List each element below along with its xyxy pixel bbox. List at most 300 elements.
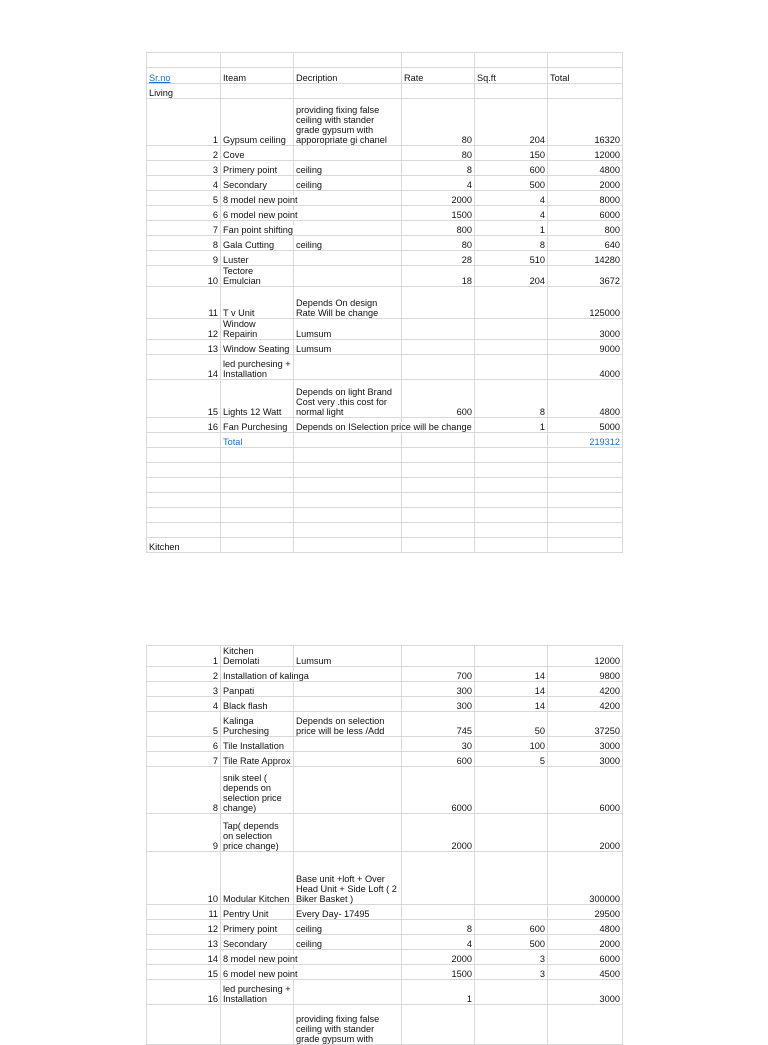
sqft-cell[interactable]: 150 [475,146,548,161]
total-cell[interactable]: 125000 [548,287,623,319]
section-label-living[interactable]: Living [147,84,221,99]
table-row [147,712,623,737]
total-cell[interactable]: 6000 [548,767,623,814]
total-cell[interactable]: 16320 [548,99,623,146]
description-cell[interactable]: ceiling [294,176,402,191]
table-row [147,935,623,950]
sr-no-cell[interactable]: 8 [147,767,221,814]
sqft-cell[interactable] [475,814,548,852]
description-cell[interactable] [294,146,402,161]
total-cell[interactable]: 37250 [548,712,623,737]
empty-cell[interactable] [402,523,475,538]
rate-cell[interactable]: 1 [402,980,475,1005]
total-cell[interactable]: 29500 [548,905,623,920]
rate-cell[interactable]: 6000 [402,767,475,814]
description-cell[interactable]: providing fixing false ceiling with stander grade gypsum with apporopriate gi chanel [294,99,402,146]
rate-cell[interactable]: 2000 [402,950,475,965]
sqft-cell[interactable]: 14 [475,667,548,682]
item-cell[interactable]: Luster [221,251,294,266]
sr-no-cell[interactable]: 1 [147,99,221,146]
item-cell[interactable]: Fan Purchesing [221,418,294,433]
total-cell[interactable]: 2000 [548,814,623,852]
sqft-cell[interactable]: 8 [475,380,548,418]
empty-cell[interactable] [294,493,402,508]
empty-cell[interactable] [294,84,402,99]
empty-row [147,448,623,463]
sqft-cell[interactable] [475,980,548,1005]
empty-cell[interactable] [548,463,623,478]
empty-cell[interactable] [402,493,475,508]
rate-cell[interactable] [402,646,475,667]
sqft-cell[interactable]: 1 [475,418,548,433]
empty-cell[interactable] [147,448,221,463]
description-cell[interactable]: ceiling [294,920,402,935]
sqft-cell[interactable]: 600 [475,920,548,935]
description-cell[interactable]: Lumsum [294,340,402,355]
table-row [147,965,623,980]
item-cell[interactable]: Secondary [221,176,294,191]
sr-no-cell[interactable]: 4 [147,176,221,191]
sqft-cell[interactable]: 510 [475,251,548,266]
sr-no-cell[interactable]: 12 [147,920,221,935]
description-cell[interactable]: ceiling [294,935,402,950]
table-row [147,752,623,767]
empty-cell[interactable] [147,493,221,508]
sqft-cell[interactable]: 1 [475,221,548,236]
empty-cell[interactable] [475,53,548,68]
empty-cell[interactable] [147,433,221,448]
item-cell[interactable]: Kalinga Purchesing [221,712,294,737]
description-cell[interactable]: Depends on light Brand Cost very .this cost for normal light [294,380,402,418]
section-label-row [147,538,623,553]
total-cell[interactable]: 2000 [548,935,623,950]
table-row [147,737,623,752]
empty-cell[interactable] [221,448,294,463]
sr-no-cell[interactable]: 13 [147,935,221,950]
sr-no-cell[interactable]: 14 [147,950,221,965]
rate-cell[interactable] [402,1005,475,1045]
rate-cell[interactable]: 1500 [402,206,475,221]
sr-no-cell[interactable]: 5 [147,191,221,206]
item-cell[interactable]: Panpati [221,682,294,697]
item-cell[interactable] [221,206,298,221]
rate-cell[interactable]: 600 [402,380,475,418]
total-cell[interactable]: 3000 [548,980,623,1005]
sqft-cell[interactable] [475,355,548,380]
total-cell[interactable]: 4000 [548,355,623,380]
empty-cell[interactable] [548,84,623,99]
living-estimate-table [146,52,623,553]
empty-cell[interactable] [402,463,475,478]
empty-cell[interactable] [294,508,402,523]
header-srno[interactable] [147,68,221,84]
sqft-cell[interactable] [475,646,548,667]
description-cell[interactable] [294,697,402,712]
item-cell[interactable]: Cove [221,146,294,161]
item-cell[interactable]: Modular Kitchen [221,852,294,905]
empty-cell[interactable] [221,508,294,523]
sqft-cell[interactable]: 204 [475,266,548,287]
description-cell[interactable]: ceiling [294,236,402,251]
item-cell-text: 8 model new point [223,195,298,205]
empty-cell[interactable] [402,433,475,448]
item-cell[interactable]: Pentry Unit [221,905,294,920]
total-cell[interactable]: 9800 [548,667,623,682]
rate-cell[interactable] [402,319,475,340]
empty-cell[interactable] [475,84,548,99]
empty-cell[interactable] [147,53,221,68]
total-cell[interactable]: 4800 [548,380,623,418]
empty-cell[interactable] [475,538,548,553]
description-cell[interactable] [294,251,402,266]
sqft-cell[interactable]: 500 [475,176,548,191]
table-row [147,920,623,935]
rate-cell[interactable]: 28 [402,251,475,266]
item-cell[interactable]: Gala Cutting [221,236,294,251]
rate-cell[interactable]: 30 [402,737,475,752]
description-cell[interactable]: Base unit +loft + Over Head Unit + Side Loft ( 2 Biker Basket ) [294,852,402,905]
empty-row [147,478,623,493]
rate-cell[interactable]: 745 [402,712,475,737]
empty-cell[interactable] [548,53,623,68]
table-row [147,852,623,905]
sqft-cell[interactable]: 50 [475,712,548,737]
description-cell[interactable]: Every Day- 17495 [294,905,402,920]
grand-total-value[interactable]: 219312 [548,433,623,448]
sr-no-cell[interactable]: 11 [147,287,221,319]
table-row [147,380,623,418]
empty-cell[interactable] [221,523,294,538]
header-description[interactable]: Decription [294,68,402,84]
table-row [147,646,623,667]
empty-cell[interactable] [475,463,548,478]
description-cell[interactable]: Lumsum [294,319,402,340]
empty-cell[interactable] [475,478,548,493]
sr-no-cell[interactable]: 2 [147,146,221,161]
total-cell[interactable]: 6000 [548,206,623,221]
item-cell-text: Tile Installation [223,741,284,751]
sqft-cell[interactable] [475,767,548,814]
item-cell[interactable]: Tectore Emulcian [221,266,294,287]
description-cell[interactable] [294,418,472,433]
sqft-cell[interactable]: 4 [475,206,548,221]
sr-no-cell[interactable]: 16 [147,980,221,1005]
empty-cell[interactable] [548,538,623,553]
sr-no-cell[interactable]: 7 [147,221,221,236]
table-row [147,340,623,355]
description-cell[interactable]: Depends On design Rate Will be change [294,287,402,319]
sqft-cell[interactable]: 14 [475,697,548,712]
sr-no-cell[interactable]: 11 [147,905,221,920]
empty-cell[interactable] [294,53,402,68]
empty-cell[interactable] [147,463,221,478]
rate-cell[interactable] [402,340,475,355]
item-cell[interactable] [221,737,294,752]
sqft-cell[interactable] [475,287,548,319]
header-item[interactable]: Iteam [221,68,294,84]
empty-cell[interactable] [147,508,221,523]
empty-cell[interactable] [294,523,402,538]
item-cell[interactable] [221,1005,294,1045]
total-cell[interactable]: 6000 [548,950,623,965]
item-cell[interactable]: snik steel ( depends on selection price change) [221,767,294,814]
sr-no-cell[interactable]: 10 [147,852,221,905]
description-cell[interactable] [294,221,402,236]
item-cell[interactable]: Primery point [221,161,294,176]
empty-cell[interactable] [402,538,475,553]
table-row [147,319,623,340]
description-cell[interactable] [294,980,402,1005]
description-cell[interactable] [294,767,402,814]
sqft-cell[interactable]: 4 [475,191,548,206]
item-cell-text: 6 model new point [223,969,298,979]
rate-cell[interactable]: 80 [402,99,475,146]
description-cell[interactable] [294,950,402,965]
section-label-kitchen[interactable]: Kitchen [147,538,221,553]
rate-cell[interactable]: 4 [402,176,475,191]
total-cell[interactable]: 3672 [548,266,623,287]
rate-cell[interactable] [402,287,475,319]
sr-no-cell[interactable]: 6 [147,206,221,221]
sqft-cell[interactable]: 3 [475,965,548,980]
sr-no-cell[interactable]: 8 [147,236,221,251]
sr-no-cell[interactable]: 9 [147,251,221,266]
rate-cell[interactable]: 300 [402,682,475,697]
rate-cell[interactable]: 700 [402,667,475,682]
item-cell[interactable]: Black flash [221,697,294,712]
description-cell[interactable]: providing fixing false ceiling with stander grade gypsum with [294,1005,402,1045]
rate-cell[interactable]: 4 [402,935,475,950]
empty-cell[interactable] [294,463,402,478]
empty-cell[interactable] [221,463,294,478]
item-cell-text: Installation of kalinga [223,671,309,681]
total-cell[interactable] [548,1005,623,1045]
sqft-cell[interactable] [475,340,548,355]
empty-row [147,463,623,478]
item-cell[interactable]: Gypsum ceiling [221,99,294,146]
empty-cell[interactable] [475,433,548,448]
total-cell[interactable]: 4800 [548,161,623,176]
table-row [147,355,623,380]
rate-cell[interactable]: 18 [402,266,475,287]
empty-cell[interactable] [294,433,402,448]
empty-cell[interactable] [548,523,623,538]
total-cell[interactable]: 3000 [548,319,623,340]
rate-cell[interactable] [402,905,475,920]
sr-no-cell[interactable]: 6 [147,737,221,752]
rate-cell[interactable]: 1500 [402,965,475,980]
description-cell[interactable] [294,355,402,380]
item-cell[interactable]: Window Seating [221,340,294,355]
description-cell[interactable] [294,682,402,697]
item-cell[interactable]: led purchesing + Installation [221,355,294,380]
table-row [147,251,623,266]
total-cell[interactable]: 3000 [548,737,623,752]
description-cell[interactable]: Lumsum [294,646,402,667]
sqft-cell[interactable]: 8 [475,236,548,251]
empty-row [147,508,623,523]
item-cell[interactable] [221,221,294,236]
sr-no-cell[interactable]: 2 [147,667,221,682]
sr-no-cell[interactable]: 13 [147,340,221,355]
total-cell[interactable]: 4200 [548,682,623,697]
item-cell[interactable] [221,965,298,980]
sqft-cell[interactable]: 600 [475,161,548,176]
description-cell[interactable] [294,737,402,752]
item-cell[interactable]: Kitchen Demolati [221,646,294,667]
empty-cell[interactable] [475,493,548,508]
empty-cell[interactable] [402,84,475,99]
header-sqft[interactable]: Sq.ft [475,68,548,84]
rate-cell[interactable]: 8 [402,161,475,176]
description-cell[interactable] [294,266,402,287]
sqft-cell[interactable]: 204 [475,99,548,146]
table-row [147,697,623,712]
sqft-cell[interactable] [475,319,548,340]
total-cell[interactable]: 4200 [548,697,623,712]
description-cell[interactable] [294,191,402,206]
rate-cell[interactable] [402,852,475,905]
empty-row [147,53,623,68]
description-cell[interactable] [294,206,402,221]
sr-no-cell[interactable]: 9 [147,814,221,852]
table-row [147,667,623,682]
sqft-cell[interactable]: 3 [475,950,548,965]
item-cell[interactable]: Primery point [221,920,294,935]
sr-no-cell[interactable]: 15 [147,965,221,980]
sr-no-cell[interactable]: 4 [147,697,221,712]
rate-cell[interactable]: 8 [402,920,475,935]
empty-cell[interactable] [548,448,623,463]
rate-cell[interactable]: 2000 [402,191,475,206]
total-cell[interactable]: 3000 [548,752,623,767]
total-cell[interactable]: 4800 [548,920,623,935]
rate-cell[interactable]: 800 [402,221,475,236]
total-cell[interactable]: 8000 [548,191,623,206]
empty-cell[interactable] [147,478,221,493]
item-cell[interactable]: Lights 12 Watt [221,380,294,418]
item-cell[interactable] [221,950,298,965]
sr-no-cell[interactable]: 1 [147,646,221,667]
item-cell-text: 6 model new point [223,210,298,220]
sr-no-cell[interactable]: 5 [147,712,221,737]
total-cell[interactable]: 5000 [548,418,623,433]
item-cell[interactable]: Tap( depends on selection price change) [221,814,294,852]
empty-cell[interactable] [221,53,294,68]
rate-cell[interactable]: 600 [402,752,475,767]
empty-cell[interactable] [221,84,294,99]
table-row [147,905,623,920]
empty-cell[interactable] [402,448,475,463]
description-cell[interactable]: ceiling [294,161,402,176]
header-rate[interactable]: Rate [402,68,475,84]
sr-no-cell[interactable]: 15 [147,380,221,418]
sqft-cell[interactable]: 500 [475,935,548,950]
sr-no-cell[interactable]: 7 [147,752,221,767]
empty-row [147,493,623,508]
empty-cell[interactable] [548,493,623,508]
empty-cell[interactable] [548,508,623,523]
sqft-cell[interactable] [475,1005,548,1045]
empty-cell[interactable] [548,478,623,493]
item-cell[interactable]: Tile Rate Approx [221,752,294,767]
item-cell[interactable]: Secondary [221,935,294,950]
rate-cell[interactable]: 300 [402,697,475,712]
empty-cell[interactable] [475,523,548,538]
sr-no-cell[interactable] [147,1005,221,1045]
total-cell[interactable]: 4500 [548,965,623,980]
total-cell[interactable]: 12000 [548,646,623,667]
table-row [147,287,623,319]
sr-no-cell[interactable]: 12 [147,319,221,340]
description-cell[interactable] [294,814,402,852]
rate-cell[interactable] [402,355,475,380]
sr-no-cell[interactable]: 14 [147,355,221,380]
rate-cell[interactable]: 80 [402,236,475,251]
empty-cell[interactable] [475,508,548,523]
table-row [147,161,623,176]
item-cell[interactable] [221,667,309,682]
empty-cell[interactable] [402,508,475,523]
description-cell[interactable] [294,752,402,767]
description-cell[interactable]: Depends on selection price will be less /Add [294,712,402,737]
empty-cell[interactable] [221,493,294,508]
empty-cell[interactable] [294,478,402,493]
empty-cell[interactable] [475,448,548,463]
item-cell[interactable] [221,191,298,206]
header-total[interactable]: Total [548,68,623,84]
sqft-cell[interactable]: 100 [475,737,548,752]
sr-no-cell[interactable]: 3 [147,682,221,697]
rate-cell[interactable]: 80 [402,146,475,161]
item-cell[interactable]: led purchesing + Installation [221,980,294,1005]
empty-cell[interactable] [221,538,294,553]
total-cell[interactable]: 2000 [548,176,623,191]
empty-cell[interactable] [402,478,475,493]
table-row [147,767,623,814]
total-cell[interactable]: 12000 [548,146,623,161]
sqft-cell[interactable]: 5 [475,752,548,767]
kitchen-estimate-table [146,645,623,1045]
total-label[interactable]: Total [221,433,294,448]
empty-cell[interactable] [402,53,475,68]
sqft-cell[interactable] [475,905,548,920]
empty-cell[interactable] [147,523,221,538]
item-cell[interactable]: T v Unit [221,287,294,319]
empty-cell[interactable] [221,478,294,493]
total-cell[interactable]: 800 [548,221,623,236]
rate-cell[interactable]: 2000 [402,814,475,852]
header-srno-link[interactable]: Sr.no [149,73,171,83]
table-row [147,191,623,206]
sqft-cell[interactable] [475,852,548,905]
empty-cell[interactable] [294,538,402,553]
total-cell[interactable]: 640 [548,236,623,251]
total-cell[interactable]: 14280 [548,251,623,266]
item-cell[interactable]: Window Repairin [221,319,294,340]
sr-no-cell[interactable]: 10 [147,266,221,287]
empty-row [147,523,623,538]
total-cell[interactable]: 300000 [548,852,623,905]
total-cell[interactable]: 9000 [548,340,623,355]
description-cell[interactable] [294,965,402,980]
sr-no-cell[interactable]: 16 [147,418,221,433]
sqft-cell[interactable]: 14 [475,682,548,697]
table-row [147,176,623,191]
sr-no-cell[interactable]: 3 [147,161,221,176]
empty-cell[interactable] [294,448,402,463]
header-row [147,68,623,84]
